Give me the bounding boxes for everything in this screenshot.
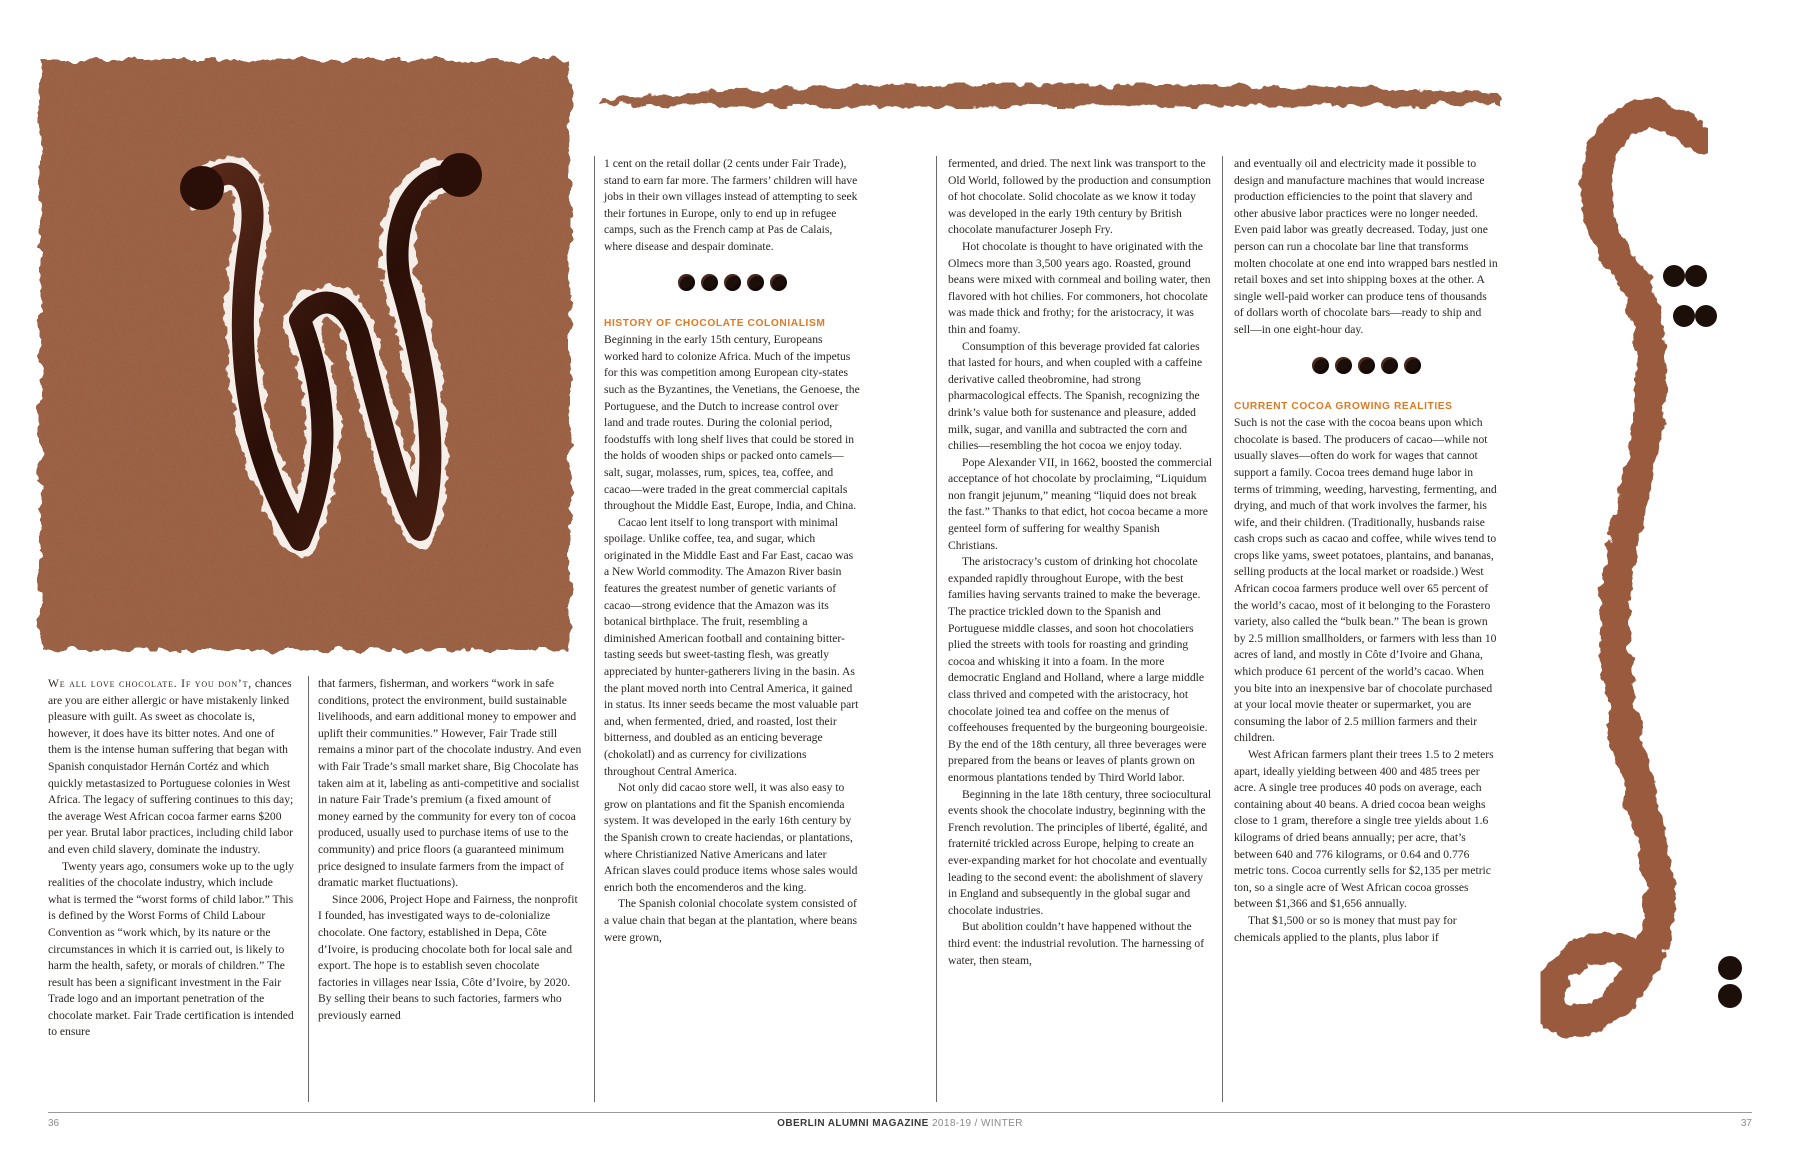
column-2 xyxy=(318,676,582,1024)
paragraph: The Spanish colonial chocolate system consisted of a value chain that began at the plantation, where beans were grown, xyxy=(604,897,858,944)
chocolate-dot-icon xyxy=(724,274,741,291)
column-5 xyxy=(1234,156,1498,946)
paragraph: Such is not the case with the cocoa beans upon which chocolate is based. The producers of cacao—while not usually slaves—often do work for wages that cannot support a family. Cocoa trees demand huge labor in terms of trimming, weeding, harvesting, fermenting, and drying, and much of that work involves the farmer, his wife, and their children. (Traditionally, husbands raise cash crops such as cacao and coffee, while wives tend to crops like yams, sweet potatoes, plantains, and bananas, selling products at the local market or roadside.) West African cocoa farmers produce well over 65 percent of the world’s cacao, most of it belonging to the Forastero variety, also called the “bulk bean.” The bean is grown by 2.5 million smallholders, or farmers with less than 10 acres of land, and mostly in Côte d’Ivoire and Ghana, which produce 61 percent of the world’s cacao. When you bite into an inexpensive bar of chocolate purchased at your local movie theater or supermarket, you are consuming the labor of 2.5 million farmers and their children. xyxy=(1234,416,1497,745)
column-1 xyxy=(48,676,298,1041)
chocolate-dot-icon xyxy=(1404,357,1421,374)
paragraph: That $1,500 or so is money that must pay for chemicals applied to the plants, plus labor if xyxy=(1234,913,1457,944)
paragraph: Cacao lent itself to long transport with minimal spoilage. Unlike coffee, tea, and sugar, which originated in the Middle East and Far East, cacao was a New World commodity. The Amazon River basin features the greatest number of genetic variants of cacao—strong evidence that the Amazon was its botanical birthplace. The fruit, resembling a diminished American football and containing bitter-tasting seeds but sweet-tasting flesh, was greatly appreciated by hunter-gatherers living in the basin. As the plant moved north into Central America, it gained in status. Its inner seeds became the most valuable part and, when fermented, dried, and roasted, lost their bitterness, and doubled as an enticing beverage (chokolatl) and as currency for civilizations throughout Central America. xyxy=(604,515,859,778)
chocolate-dot-icon xyxy=(1358,357,1375,374)
page-number-right: 37 xyxy=(1740,1118,1752,1129)
section-heading: CURRENT COCOA GROWING REALITIES xyxy=(1234,400,1453,412)
paragraph: West African farmers plant their trees 1.5 to 2 meters apart, ideally yielding between 400 and 485 trees per acre. A single tree produces 40 pods on average, each containing about 40 beans. A dried cocoa bean weighs close to 1 gram, therefore a single tree yields about 1.6 kilograms of dried beans annually; per acre, that’s between 640 and 776 kilograms, or 0.64 and 0.776 metric tons. Cocoa currently sells for $2,135 per metric ton, so a single acre of West African cocoa grosses between $1,366 and $1,656 annually. xyxy=(1234,748,1494,911)
footer-title xyxy=(0,1118,1800,1129)
chocolate-dot-icon xyxy=(1335,357,1352,374)
column-rule xyxy=(1222,156,1223,1102)
column-rule xyxy=(308,676,309,1102)
section-divider xyxy=(604,270,860,296)
cocoa-flourish-bracket xyxy=(1548,114,1700,1023)
chocolate-dot-icon xyxy=(678,274,695,291)
paragraph: Consumption of this beverage provided fat calories that lasted for hours, and when coupled with a caffeine derivative called theobromine, had strong pharmacological effects. The Spanish, recognizing the drink’s value both for sustenance and pleasure, added milk, sugar, and vanilla and subtracted the corn and chilies—resembling the hot cocoa we enjoy today. xyxy=(948,339,1203,453)
magazine-name: OBERLIN ALUMNI MAGAZINE xyxy=(777,1118,929,1129)
paragraph: But abolition couldn’t have happened without the third event: the industrial revolution. The harnessing of water, then steam, xyxy=(948,920,1205,967)
paragraph: that farmers, fisherman, and workers “work in safe conditions, protect the environment, build sustainable livelihoods, and earn additional money to empower and uplift their communities.” However, Fair Trade still remains a minor part of the chocolate industry. And even with Fair Trade’s small market share, Big Chocolate has taken aim at it, labeling as anti-competitive and socialist in nature Fair Trade’s premium (a fixed amount of money earned by the community for every ton of cocoa produced, usually used to purchase items of use to the community) and price floors (a guaranteed minimum price designed to insulate farmers from the impact of dramatic market fluctuations). xyxy=(318,677,582,890)
paragraph: fermented, and dried. The next link was transport to the Old World, followed by the production and consumption of hot chocolate. Solid chocolate as we know it today was developed in the early 19th century by British chocolate manufacturer Joseph Fry. xyxy=(948,157,1211,237)
paragraph: Beginning in the early 15th century, Europeans worked hard to colonize Africa. Much of the impetus for this was competition among European city-states such as the Byzantines, the Venetians, the Genoese, the Portuguese, and the Dutch to increase control over land and trade routes. During the colonial period, foodstuffs with long shelf lives that could be stored in the holds of wooden ships or packed onto camels—salt, sugar, molasses, rum, spices, tea, coffee, and cacao—were traded in the great commercial capitals throughout the Middle East, Europe, India, and China. xyxy=(604,333,860,513)
paragraph: Hot chocolate is thought to have originated with the Olmecs more than 3,500 years ago. Roasted, ground beans were mixed with cornmeal and boiling water, then flavored with hot chilies. For commoners, hot chocolate was made thick and frothy; for the aristocracy, it was thin and foamy. xyxy=(948,239,1211,336)
paragraph: 1 cent on the retail dollar (2 cents under Fair Trade), stand to earn far more. The farmers’ children will have jobs in their own villages instead of attempting to seek their fortunes in Europe, only to end up in refugee camps, such as the French camp at Pas de Calais, where disease and despair dominate. xyxy=(604,157,858,253)
column-3 xyxy=(604,156,860,946)
column-rule xyxy=(936,156,937,1102)
paragraph: Not only did cacao store well, it was also easy to grow on plantations and fit the Spanish encomienda system. It was developed in the early 16th century by the Spanish crown to create haciendas, or plantations, where Christianized Native Americans and later African slaves could produce items whose sales would enrich both the encomenderos and the king. xyxy=(604,781,858,894)
chocolate-dot-icon xyxy=(770,274,787,291)
paragraph: and eventually oil and electricity made it possible to design and manufacture machines that would increase production efficiencies to the point that slavery and other abusive labor practices were no longer needed. Even paid labor was greatly decreased. Today, just one person can run a chocolate bar line that transforms molten chocolate at one end into wrapped bars nestled in retail boxes and set into shipping boxes at the other. A single well-paid worker can produce tens of thousands of dollars worth of chocolate bars—ready to ship and sell—in one eight-hour day. xyxy=(1234,157,1498,336)
paragraph: chances are you are either allergic or have mistakenly linked pleasure with guilt. As sweet as chocolate is, however, it does have its bitter notes. And one of them is the intense human suffering that began with Spanish conquistador Hernán Cortéz and which quickly metastasized to Portuguese colonies in West Africa. The legacy of suffering continues to this day; the average West African cocoa farmer earns $200 per year. Brutal labor practices, including child labor and even child slavery, dominate the industry. xyxy=(48,677,294,856)
section-heading: HISTORY OF CHOCOLATE COLONIALISM xyxy=(604,317,826,329)
chocolate-dot-icon xyxy=(747,274,764,291)
page-footer xyxy=(0,1112,1800,1142)
paragraph: Since 2006, Project Hope and Fairness, the nonprofit I founded, has investigated ways to de-colonialize chocolate. One factory, established in Depa, Côte d’Ivoire, is producing chocolate both for local sale and export. The hope is to establish seven chocolate factories in villages near Issia, Côte d’Ivoire, by 2020. By selling their beans to such factories, farmers who previously earned xyxy=(318,892,578,1022)
cocoa-brush-stroke xyxy=(600,84,1500,108)
page-number-left: 36 xyxy=(48,1118,60,1129)
issue-label: 2018-19 / WINTER xyxy=(931,1118,1023,1129)
lead-in: We all love chocolate. If you don’t, xyxy=(48,677,252,690)
paragraph: Beginning in the late 18th century, three sociocultural events shook the chocolate industry, beginning with the French revolution. The principles of liberté, égalité, and fraternité trickled across Europe, helping to create an ever-expanding market for hot chocolate and eventually leading to the second event: the abolishment of slavery in England and subsequently in the global sugar and chocolate industries. xyxy=(948,787,1212,917)
footer-rule xyxy=(48,1112,1752,1113)
paragraph: Twenty years ago, consumers woke up to the ugly realities of the chocolate industry, which include what is termed the “worst forms of child labor.” This is defined by the Worst Forms of Child Labour Convention as “work which, by its nature or the circumstances in which it is carried out, is likely to harm the health, safety, or morals of children.” The result has been a significant investment in the Fair Trade logo and an important penetration of the chocolate market. Fair Trade certification is intended to ensure xyxy=(48,859,294,1039)
column-4 xyxy=(948,156,1212,969)
paragraph: The aristocracy’s custom of drinking hot chocolate expanded rapidly throughout Europe, with the best families having servants trained to make the beverage. The practice trickled down to the Spanish and Portuguese middle classes, and soon hot chocolatiers plied the streets with tools for roasting and grinding cocoa and whisking it into a foam. In the more democratic England and Holland, where a large middle class thrived and competed with the aristocracy, hot chocolate joined tea and coffee on the menus of coffeehouses frequented by the burgeoning bourgeoisie. By the end of the 18th century, all three beverages were prepared from the beans or leaves of plants grown on enormous plantations tended by Third World labor. xyxy=(948,555,1208,784)
paragraph: Pope Alexander VII, in 1662, boosted the commercial acceptance of hot chocolate by proclaiming, “Liquidum non frangit jejunum,” meaning “liquid does not break the fast.” Thanks to that edict, hot cocoa became a more genteel form of suffering for wealthy Spanish Christians. xyxy=(948,455,1212,552)
section-divider xyxy=(1234,353,1498,379)
column-rule xyxy=(594,156,595,1102)
article-lead xyxy=(48,676,298,859)
chocolate-dot-icon xyxy=(1381,357,1398,374)
chocolate-dot-icon xyxy=(701,274,718,291)
chocolate-dot-icon xyxy=(1312,357,1329,374)
